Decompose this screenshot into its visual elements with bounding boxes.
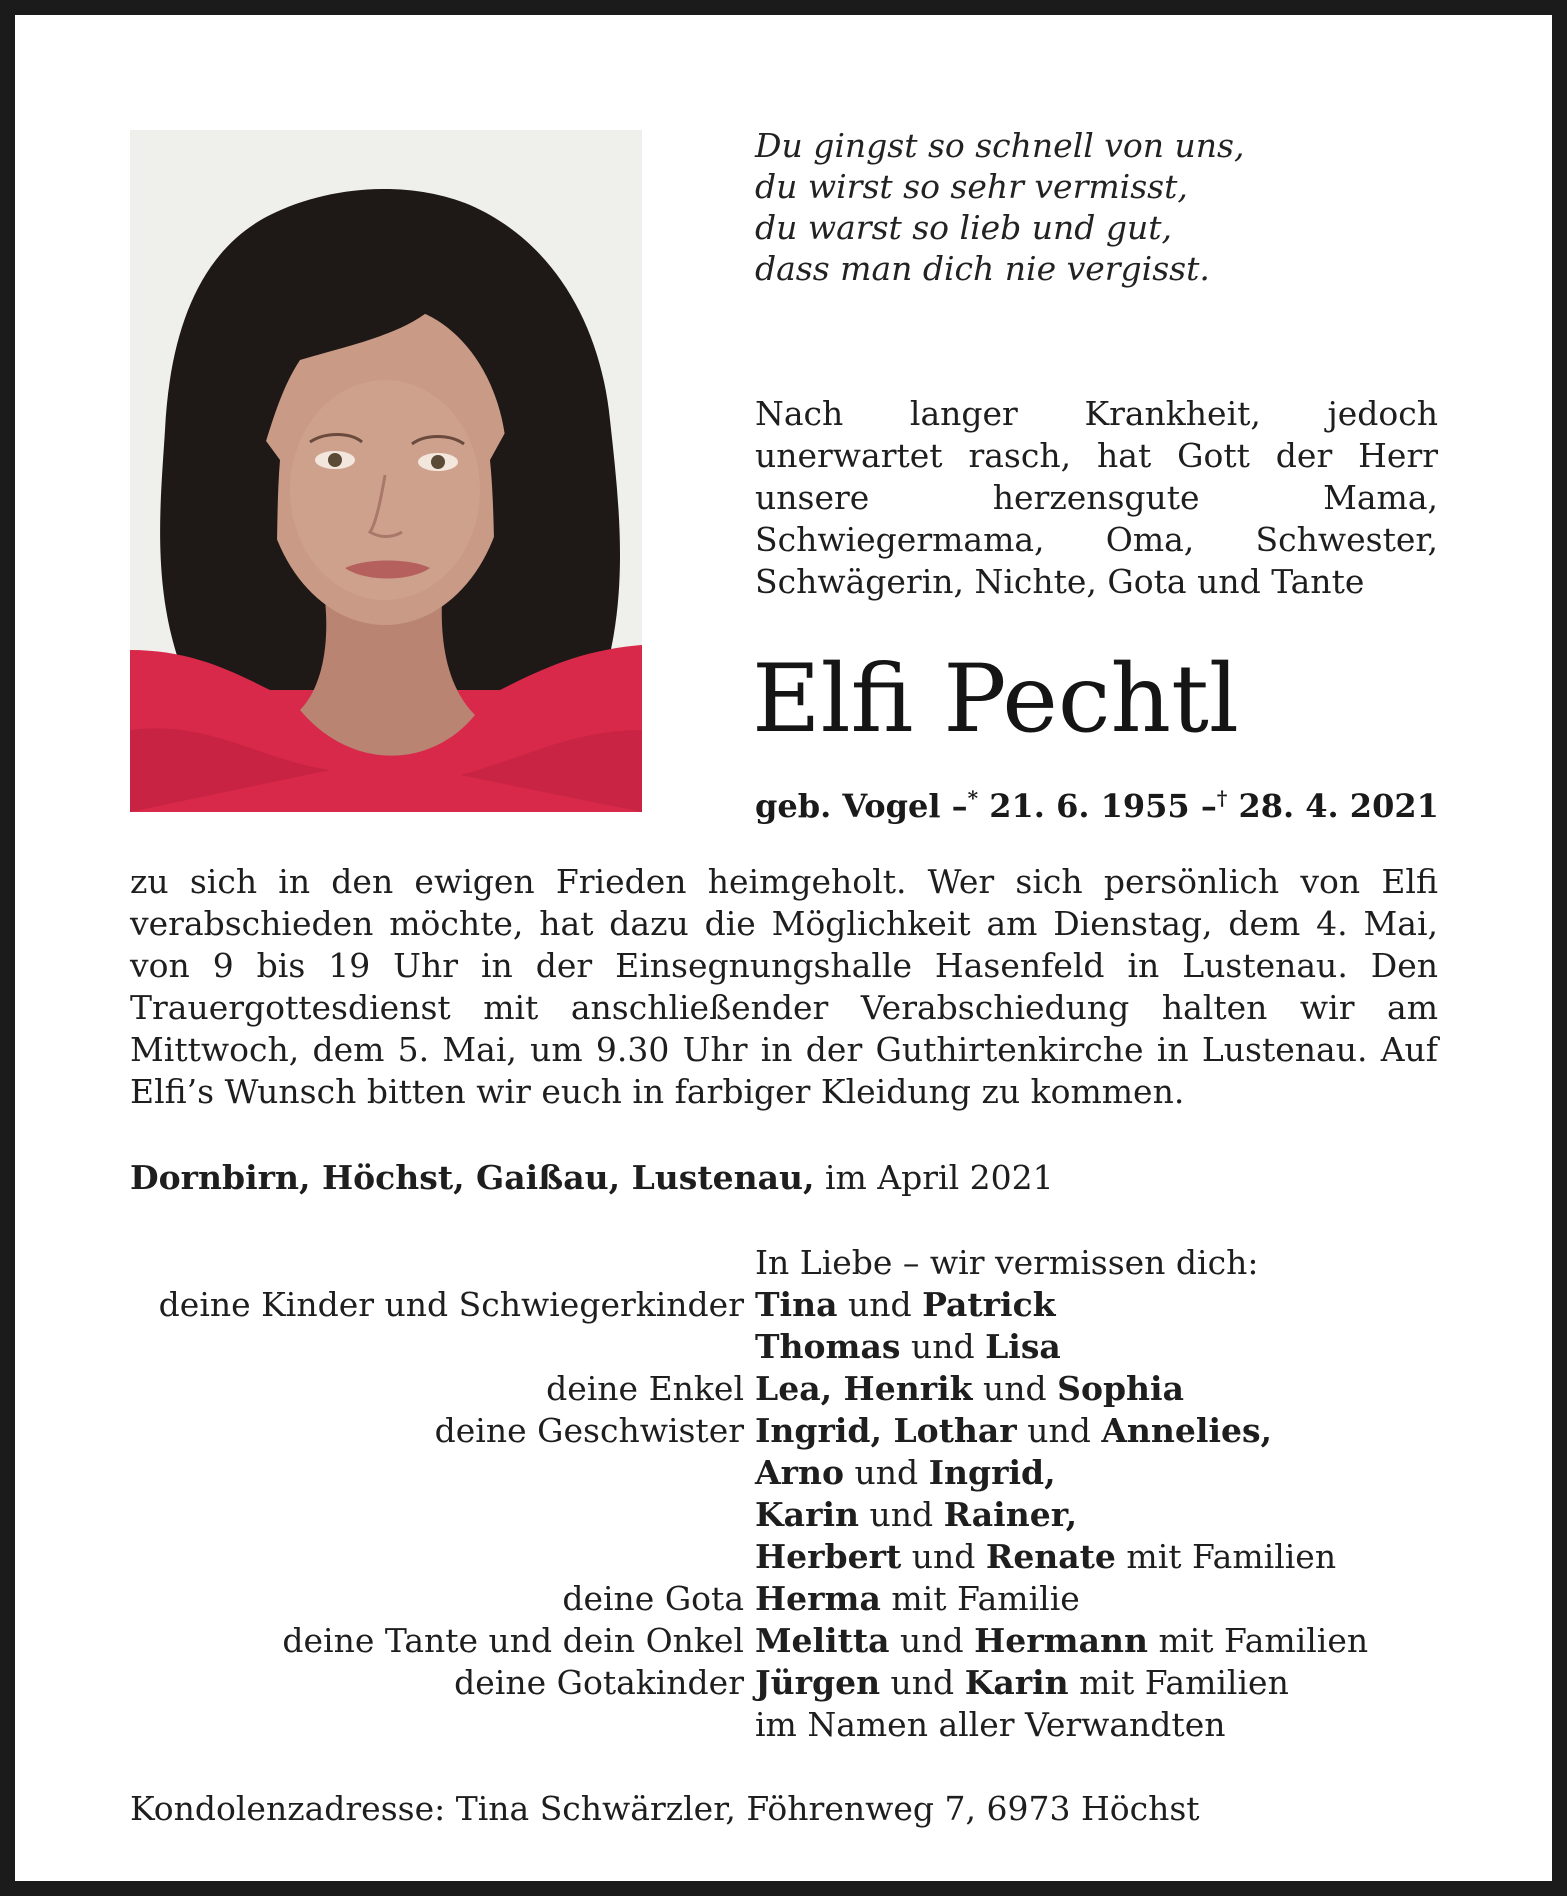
family-members <box>755 1662 1289 1704</box>
poem-line: du wirst so sehr vermisst, <box>755 167 1188 206</box>
family-relation-label: deine Gotakinder <box>454 1663 744 1702</box>
family-members <box>755 1620 1368 1662</box>
family-row <box>130 1326 1438 1368</box>
family-members <box>755 1284 1056 1326</box>
poem-line: du warst so lieb und gut, <box>755 208 1173 247</box>
family-connector: und <box>858 1495 944 1534</box>
place-and-date <box>130 1157 1438 1199</box>
family-members <box>755 1704 1225 1746</box>
family-connector: und <box>880 1663 965 1702</box>
family-relation-label <box>130 1494 755 1536</box>
family-members <box>755 1578 1080 1620</box>
family-row <box>130 1452 1438 1494</box>
family-connector: und <box>844 1453 929 1492</box>
family-relation-label: deine Enkel <box>546 1369 744 1408</box>
dash-separator: – <box>1200 787 1217 825</box>
family-member-name: Ingrid, <box>928 1453 1056 1492</box>
family-members <box>755 1368 1184 1410</box>
family-member-name: Jürgen <box>755 1663 881 1702</box>
family-row <box>130 1368 1438 1410</box>
family-row <box>130 1704 1438 1746</box>
death-symbol: † <box>1216 786 1228 810</box>
family-relation-label <box>130 1452 755 1494</box>
poem-line: Du gingst so schnell von uns, <box>755 126 1245 165</box>
family-list <box>130 1242 1438 1746</box>
family-member-name: Herbert <box>755 1537 902 1576</box>
family-relation-label: deine Geschwister <box>434 1411 744 1450</box>
family-row <box>130 1410 1438 1452</box>
portrait-illustration <box>130 130 642 812</box>
family-member-name: Lea, Henrik <box>755 1369 973 1408</box>
family-connector: mit Familie <box>880 1579 1080 1618</box>
family-connector: mit Familien <box>1115 1537 1337 1576</box>
family-relation-label: deine Tante und dein Onkel <box>282 1621 744 1660</box>
family-heading-row <box>130 1242 1438 1284</box>
family-connector: im Namen aller Verwandten <box>755 1705 1226 1744</box>
family-connector: und <box>889 1621 975 1660</box>
family-member-name: Karin <box>755 1495 859 1534</box>
memorial-poem <box>755 125 1275 289</box>
family-row <box>130 1662 1438 1704</box>
condolence-address: Kondolenzadresse: Tina Schwärzler, Föhrenweg 7, 6973 Höchst <box>130 1789 1200 1828</box>
place-towns: Dornbirn, Höchst, Gaißau, Lustenau, <box>130 1158 815 1197</box>
family-member-name: Sophia <box>1057 1369 1184 1408</box>
family-connector: und <box>901 1537 986 1576</box>
deceased-name: Elfi Pechtl <box>752 645 1239 754</box>
dash-separator: – <box>951 787 968 825</box>
family-member-name: Tina <box>755 1285 838 1324</box>
family-connector: und <box>837 1285 923 1324</box>
family-member-name: Melitta <box>755 1621 890 1660</box>
family-member-name: Lisa <box>985 1327 1061 1366</box>
family-relation-label <box>130 1326 755 1368</box>
birth-date: 21. 6. 1955 <box>989 787 1190 825</box>
family-members <box>755 1326 1061 1368</box>
family-row <box>130 1536 1438 1578</box>
family-relation-label: deine Gota <box>562 1579 744 1618</box>
family-connector: und <box>1016 1411 1102 1450</box>
family-members <box>755 1536 1336 1578</box>
family-row <box>130 1620 1438 1662</box>
family-member-name: Karin <box>964 1663 1069 1702</box>
family-member-name: Renate <box>985 1537 1116 1576</box>
family-connector: mit Familien <box>1147 1621 1369 1660</box>
family-member-name: Ingrid, Lothar <box>755 1411 1017 1450</box>
portrait-photo <box>130 130 642 812</box>
family-row <box>130 1284 1438 1326</box>
place-date: im April 2021 <box>824 1158 1054 1197</box>
death-date: 28. 4. 2021 <box>1238 787 1439 825</box>
family-members <box>755 1410 1272 1452</box>
family-heading: In Liebe – wir vermissen dich: <box>755 1243 1259 1282</box>
family-relation-label: deine Kinder und Schwiegerkinder <box>158 1285 744 1324</box>
maiden-name: geb. Vogel <box>755 787 941 825</box>
family-member-name: Rainer, <box>943 1495 1078 1534</box>
family-relation-label <box>130 1704 755 1746</box>
family-members <box>755 1452 1056 1494</box>
family-member-name: Annelies, <box>1101 1411 1273 1450</box>
family-member-name: Hermann <box>974 1621 1148 1660</box>
family-connector: mit Familien <box>1068 1663 1289 1702</box>
funeral-details: zu sich in den ewigen Frieden heimgeholt. Wer sich persönlich von Elfi verabschieden möchte, hat dazu die Möglichkeit am Dienstag, dem 4. Mai, von 9 bis 19 Uhr in der Einsegnungshalle Hasenfeld in Lustenau. Den Trauergottesdienst mit anschließender Verabschiedung halten wir am Mittwoch, dem 5. Mai, um 9.30 Uhr in der Guthirtenkirche in Lustenau. Auf Elfi’s Wunsch bitten wir euch in farbiger Kleidung zu kommen. <box>130 862 1438 1111</box>
family-connector: und <box>972 1369 1058 1408</box>
life-dates <box>755 778 1439 826</box>
family-row <box>130 1578 1438 1620</box>
family-member-name: Arno <box>755 1453 844 1492</box>
family-member-name: Herma <box>755 1579 881 1618</box>
intro-paragraph: Nach langer Krankheit, jedoch unerwartet rasch, hat Gott der Herr unsere herzensgute Mama, Schwiegermama, Oma, Schwester, Schwägerin, Nichte, Gota und Tante <box>755 394 1438 601</box>
family-member-name: Patrick <box>922 1285 1056 1324</box>
family-member-name: Thomas <box>755 1327 901 1366</box>
family-members <box>755 1494 1077 1536</box>
family-connector: und <box>900 1327 986 1366</box>
family-row <box>130 1494 1438 1536</box>
poem-line: dass man dich nie vergisst. <box>755 249 1210 288</box>
family-relation-label <box>130 1536 755 1578</box>
birth-symbol: * <box>967 786 979 810</box>
